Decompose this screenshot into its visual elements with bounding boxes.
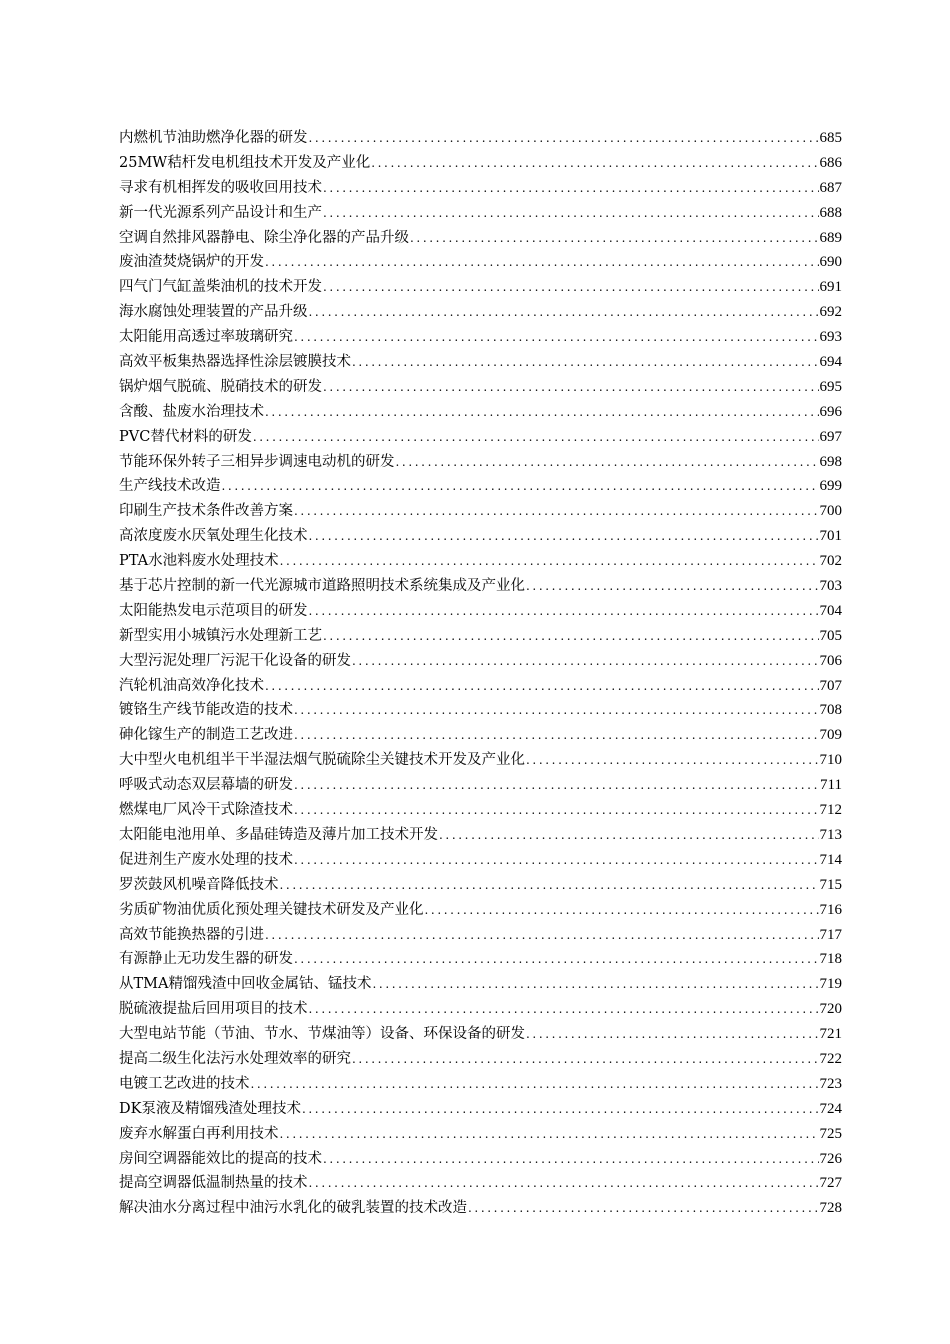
toc-leader-dots [251,1072,819,1097]
toc-page-number: 726 [819,1150,842,1167]
toc-page-number: 712 [819,802,842,819]
toc-entry[interactable] [119,1147,842,1172]
toc-page-number: 722 [819,1050,842,1067]
toc-entry-title: 有源静止无功发生器的研发 [119,951,293,968]
toc-page-number: 727 [819,1175,842,1192]
toc-leader-dots [309,599,819,624]
toc-entry-title: 劣质矿物油优质化预处理关键技术研发及产业化 [119,901,424,918]
toc-entry-title: 燃煤电厂风冷干式除渣技术 [119,802,293,819]
toc-page-number: 692 [819,304,842,321]
toc-page-number: 703 [819,578,842,595]
toc-page-number: 716 [819,901,842,918]
toc-entry-title: 空调自然排风器静电、除尘净化器的产品升级 [119,229,409,246]
toc-leader-dots [309,997,819,1022]
toc-leader-dots [352,1047,819,1072]
toc-leader-dots [526,1022,819,1047]
toc-entry-title: 汽轮机油高效净化技术 [119,677,264,694]
toc-entry[interactable] [119,226,842,251]
toc-entry[interactable] [119,201,842,226]
toc-leader-dots [294,773,819,798]
toc-entry-title: 节能环保外转子三相异步调速电动机的研发 [119,453,395,470]
toc-entry-title: 电镀工艺改进的技术 [119,1075,250,1092]
toc-leader-dots [309,300,819,325]
toc-entry[interactable] [119,151,842,176]
toc-entry-title: 大中型火电机组半干半湿法烟气脱硫除尘关键技术开发及产业化 [119,752,525,769]
toc-page-number: 724 [819,1100,842,1117]
toc-entry[interactable] [119,773,842,798]
toc-entry-title: 镀铬生产线节能改造的技术 [119,702,293,719]
toc-entry[interactable] [119,549,842,574]
toc-page-number: 695 [819,378,842,395]
toc-leader-dots [526,748,819,773]
toc-entry[interactable] [119,499,842,524]
toc-entry-title: 新一代光源系列产品设计和生产 [119,204,322,221]
toc-page-number: 698 [819,453,842,470]
toc-leader-dots [323,275,819,300]
toc-page-number: 718 [819,951,842,968]
toc-entry[interactable] [119,599,842,624]
toc-page-number: 705 [819,627,842,644]
toc-page-number: 717 [819,926,842,943]
toc-leader-dots [309,126,819,151]
toc-entry[interactable] [119,624,842,649]
toc-leader-dots [373,972,819,997]
toc-entry-title: 寻求有机相挥发的吸收回用技术 [119,179,322,196]
toc-entry-title: 促进剂生产废水处理的技术 [119,851,293,868]
toc-entry[interactable] [119,400,842,425]
toc-page-number: 708 [819,702,842,719]
toc-entry-title: 25MW秸杆发电机组技术开发及产业化 [119,154,371,171]
toc-leader-dots [468,1196,819,1221]
toc-entry-title: 提高二级生化法污水处理效率的研究 [119,1050,351,1067]
toc-entry[interactable] [119,649,842,674]
toc-entry[interactable] [119,524,842,549]
toc-leader-dots [352,350,819,375]
toc-leader-dots [294,499,819,524]
toc-leader-dots [294,723,819,748]
toc-page-number: 689 [819,229,842,246]
toc-entry[interactable] [119,1171,842,1196]
toc-page-number: 691 [819,279,842,296]
toc-entry[interactable] [119,972,842,997]
toc-leader-dots [371,151,818,176]
toc-page-number: 696 [819,403,842,420]
toc-page-number: 697 [819,428,842,445]
toc-entry[interactable] [119,474,842,499]
toc-leader-dots [309,1171,819,1196]
toc-entry[interactable] [119,1097,842,1122]
toc-entry-title: 生产线技术改造 [119,478,221,495]
toc-leader-dots [294,698,819,723]
toc-entry-title: 含酸、盐废水治理技术 [119,403,264,420]
toc-entry[interactable] [119,947,842,972]
toc-page-number: 693 [819,329,842,346]
toc-leader-dots [265,923,819,948]
toc-entry-title: 罗茨鼓风机噪音降低技术 [119,876,279,893]
toc-entry[interactable] [119,126,842,151]
toc-entry-title: 提高空调器低温制热量的技术 [119,1175,308,1192]
toc-leader-dots [323,624,819,649]
toc-leader-dots [253,425,819,450]
toc-entry-title: 废油渣焚烧锅炉的开发 [119,254,264,271]
toc-entry[interactable] [119,674,842,699]
toc-leader-dots [410,226,819,251]
toc-page-number: 710 [819,752,842,769]
toc-leader-dots [396,450,819,475]
toc-entry-title: 太阳能电池用单、多晶硅铸造及薄片加工技术开发 [119,826,438,843]
toc-entry-title: 高效节能换热器的引进 [119,926,264,943]
toc-entry-title: PTA水池料废水处理技术 [119,553,279,570]
toc-page-number: 714 [819,851,842,868]
toc-entry-title: DK泵液及精馏残渣处理技术 [119,1100,301,1117]
toc-page-number: 688 [819,204,842,221]
toc-entry[interactable] [119,1047,842,1072]
toc-entry-title: 废弃水解蛋白再利用技术 [119,1125,279,1142]
toc-page-number: 687 [819,179,842,196]
toc-entry[interactable] [119,375,842,400]
toc-entry-title: 房间空调器能效比的提高的技术 [119,1150,322,1167]
toc-leader-dots [425,898,819,923]
toc-page-number: 719 [819,976,842,993]
toc-leader-dots [294,798,819,823]
toc-entry[interactable] [119,425,842,450]
toc-leader-dots [265,674,819,699]
toc-leader-dots [323,375,819,400]
table-of-contents [119,126,842,1221]
toc-entry[interactable] [119,250,842,275]
toc-leader-dots [265,250,819,275]
toc-page-number: 707 [819,677,842,694]
toc-leader-dots [280,873,819,898]
toc-leader-dots [439,823,819,848]
toc-page-number: 720 [819,1001,842,1018]
toc-entry-title: 基于芯片控制的新一代光源城市道路照明技术系统集成及产业化 [119,578,525,595]
toc-page-number: 711 [820,777,842,794]
toc-entry-title: 高浓度废水厌氧处理生化技术 [119,528,308,545]
toc-entry-title: 大型电站节能（节油、节水、节煤油等）设备、环保设备的研发 [119,1026,525,1043]
toc-leader-dots [294,848,819,873]
toc-entry[interactable] [119,300,842,325]
toc-entry[interactable] [119,823,842,848]
toc-leader-dots [222,474,819,499]
toc-page-number: 709 [819,727,842,744]
toc-entry-title: 新型实用小城镇污水处理新工艺 [119,627,322,644]
toc-page-number: 701 [819,528,842,545]
toc-leader-dots [280,1122,819,1147]
toc-entry-title: 大型污泥处理厂污泥干化设备的研发 [119,652,351,669]
toc-entry[interactable] [119,873,842,898]
toc-entry[interactable] [119,350,842,375]
toc-entry[interactable] [119,748,842,773]
toc-entry-title: 高效平板集热器选择性涂层镀膜技术 [119,354,351,371]
toc-page-number: 700 [819,503,842,520]
toc-leader-dots [323,201,819,226]
toc-entry[interactable] [119,275,842,300]
toc-entry[interactable] [119,798,842,823]
toc-leader-dots [323,1147,819,1172]
toc-entry[interactable] [119,325,842,350]
toc-entry[interactable] [119,176,842,201]
toc-leader-dots [526,574,819,599]
toc-leader-dots [294,325,819,350]
toc-entry[interactable] [119,698,842,723]
toc-entry-title: 砷化镓生产的制造工艺改进 [119,727,293,744]
toc-entry-title: 印刷生产技术条件改善方案 [119,503,293,520]
toc-leader-dots [323,176,819,201]
toc-entry-title: 脱硫液提盐后回用项目的技术 [119,1001,308,1018]
toc-entry[interactable] [119,450,842,475]
toc-page-number: 728 [819,1200,842,1217]
toc-leader-dots [352,649,819,674]
toc-entry-title: 锅炉烟气脱硫、脱硝技术的研发 [119,378,322,395]
toc-page-number: 699 [819,478,842,495]
toc-entry-title: 内燃机节油助燃净化器的研发 [119,130,308,146]
toc-entry[interactable] [119,848,842,873]
toc-entry-title: 从TMA精馏残渣中回收金属钴、锰技术 [119,976,372,993]
toc-page-number: 686 [819,154,842,171]
toc-entry-title: 解决油水分离过程中油污水乳化的破乳装置的技术改造 [119,1200,467,1217]
toc-leader-dots [294,947,819,972]
toc-entry[interactable] [119,997,842,1022]
toc-entry[interactable] [119,1072,842,1097]
toc-leader-dots [309,524,819,549]
toc-page-number: 725 [819,1125,842,1142]
toc-entry[interactable] [119,923,842,948]
toc-entry[interactable] [119,574,842,599]
toc-entry[interactable] [119,1196,842,1221]
toc-page-number: 685 [819,130,842,146]
toc-leader-dots [265,400,819,425]
toc-leader-dots [302,1097,819,1122]
toc-entry[interactable] [119,723,842,748]
toc-page-number: 721 [819,1026,842,1043]
toc-page-number: 702 [819,553,842,570]
toc-entry-title: 四气门气缸盖柴油机的技术开发 [119,279,322,296]
toc-leader-dots [280,549,819,574]
toc-page-number: 713 [819,826,842,843]
toc-entry-title: PVC替代材料的研发 [119,428,252,445]
toc-page-number: 723 [819,1075,842,1092]
toc-entry[interactable] [119,898,842,923]
toc-page-number: 704 [819,602,842,619]
toc-entry[interactable] [119,1022,842,1047]
toc-entry-title: 太阳能用高透过率玻璃研究 [119,329,293,346]
toc-entry-title: 呼吸式动态双层幕墙的研发 [119,777,293,794]
toc-entry-title: 海水腐蚀处理装置的产品升级 [119,304,308,321]
toc-entry[interactable] [119,1122,842,1147]
toc-page-number: 706 [819,652,842,669]
toc-page-number: 715 [819,876,842,893]
toc-page-number: 690 [819,254,842,271]
toc-page-number: 694 [819,354,842,371]
toc-entry-title: 太阳能热发电示范项目的研发 [119,602,308,619]
